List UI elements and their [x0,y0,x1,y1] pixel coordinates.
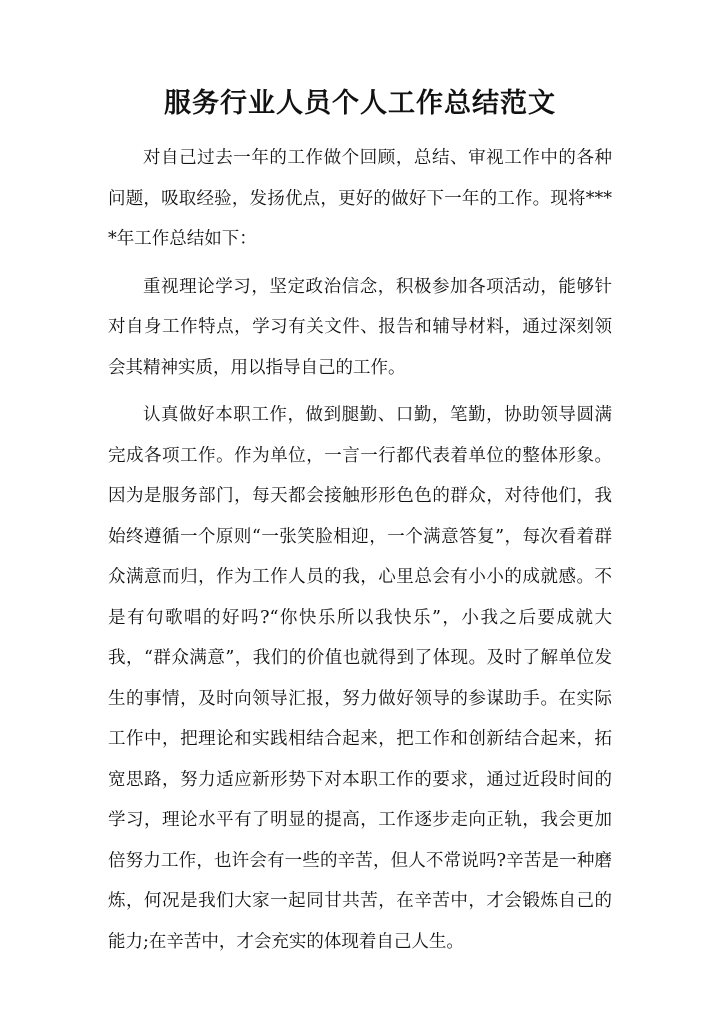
paragraph-theory-study: 重视理论学习，坚定政治信念，积极参加各项活动，能够针对自身工作特点，学习有关文件、报告和辅导材料，通过深刻领会其精神实质，用以指导自己的工作。 [108,276,612,378]
document-title: 服务行业人员个人工作总结范文 [164,88,556,119]
paragraph-job-duties: 认真做好本职工作，做到腿勤、口勤，笔勤，协助领导圆满完成各项工作。作为单位，一言一行都代表着单位的整体形象。因为是服务部门，每天都会接触形形色色的群众，对待他们，我始终遵循一个原则“一张笑脸相迎，一个满意答复”，每次看着群众满意而归，作为工作人员的我，心里总会有小小的成就感。不是有句歌唱的好吗?“你快乐所以我快乐”，小我之后要成就大我，“群众满意”，我们的价值也就得到了体现。及时了解单位发生的事情，及时向领导汇报，努力做好领导的参谋助手。在实际工作中，把理论和实践相结合起来，把工作和创新结合起来，拓宽思路，努力适应新形势下对本职工作的要求，通过近段时间的学习，理论水平有了明显的提高，工作逐步走向正轨，我会更加倍努力工作，也许会有一些的辛苦，但人不常说吗?辛苦是一种磨炼，何况是我们大家一起同甘共苦，在辛苦中，才会锻炼自己的能力;在辛苦中，才会充实的体现着自己人生。 [108,405,612,952]
document-body [108,138,612,969]
paragraph-intro: 对自己过去一年的工作做个回顾，总结、审视工作中的各种问题，吸取经验，发扬优点，更好的做好下一年的工作。现将****年工作总结如下： [108,148,612,249]
